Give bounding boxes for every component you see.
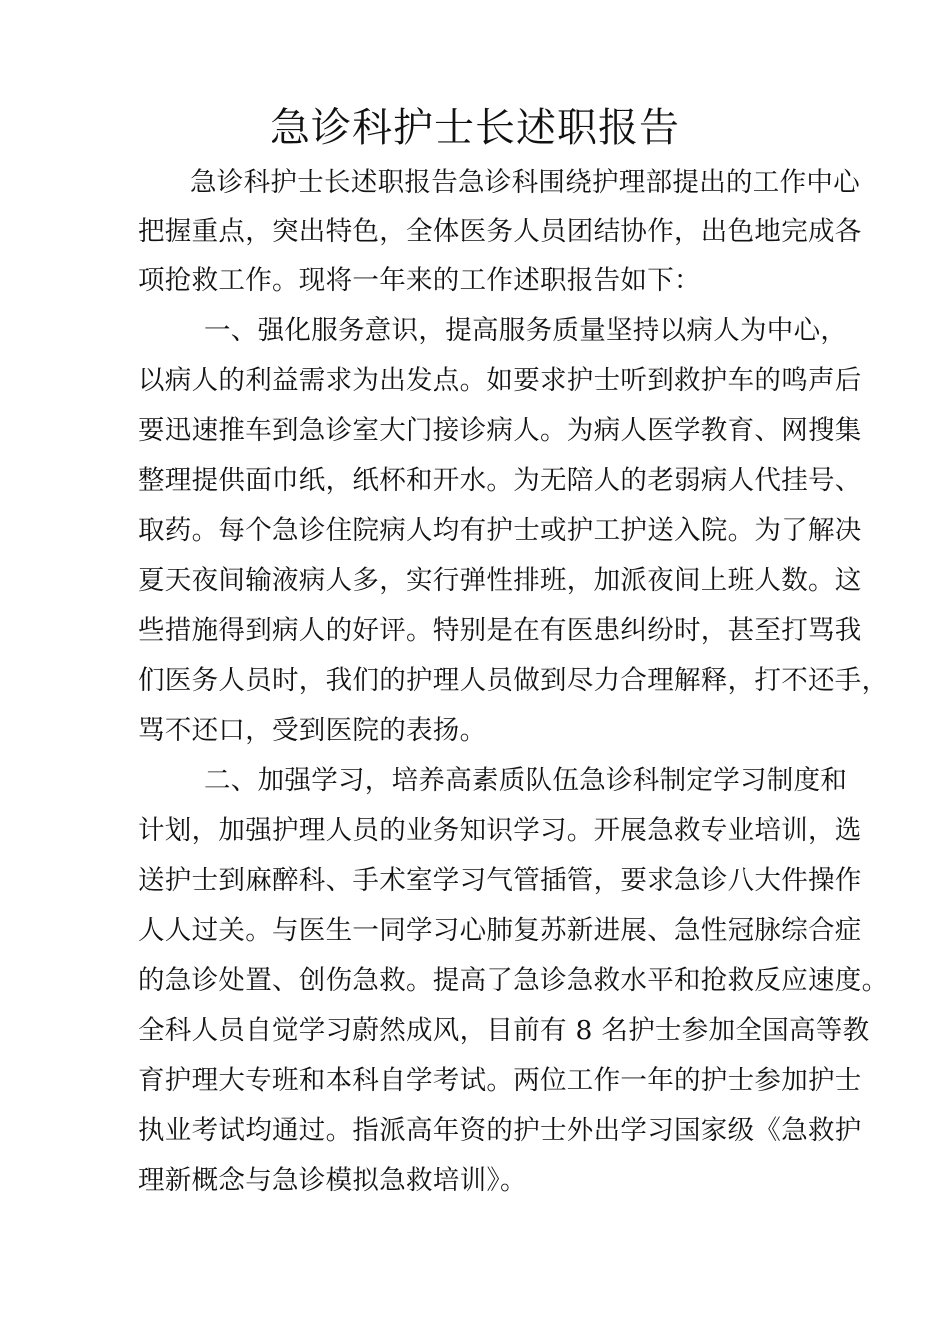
paragraph-2-line-2: 以病人的利益需求为出发点。如要求护士听到救护车的鸣声后 xyxy=(138,365,862,396)
paragraph-2-line-5: 取药。每个急诊住院病人均有护士或护工护送入院。为了解决 xyxy=(138,515,862,546)
paragraph-3-line-2: 计划，加强护理人员的业务知识学习。开展急救专业培训，选 xyxy=(138,815,862,846)
paragraph-3-line-7: 育护理大专班和本科自学考试。两位工作一年的护士参加护士 xyxy=(138,1065,862,1096)
paragraph-3-line-3: 送护士到麻醉科、手术室学习气管插管，要求急诊八大件操作 xyxy=(138,865,862,896)
paragraph-2-line-8: 们医务人员时，我们的护理人员做到尽力合理解释，打不还手， xyxy=(138,665,889,696)
paragraph-1-line-2: 把握重点，突出特色，全体医务人员团结协作，出色地完成各 xyxy=(138,216,862,247)
paragraph-2-line-1: 一、强化服务意识，提高服务质量坚持以病人为中心， xyxy=(204,315,848,346)
paragraph-2-line-4: 整理提供面巾纸，纸杯和开水。为无陪人的老弱病人代挂号、 xyxy=(138,465,862,496)
paragraph-2-line-6: 夏天夜间输液病人多，实行弹性排班，加派夜间上班人数。这 xyxy=(138,565,862,596)
paragraph-3-line-1: 二、加强学习，培养高素质队伍急诊科制定学习制度和 xyxy=(204,765,848,796)
paragraph-3-line-6: 全科人员自觉学习蔚然成风，目前有 8 名护士参加全国高等教 xyxy=(138,1015,870,1046)
paragraph-1-line-1: 急诊科护士长述职报告急诊科围绕护理部提出的工作中心 xyxy=(190,167,860,198)
paragraph-2-line-9: 骂不还口，受到医院的表扬。 xyxy=(138,715,487,746)
document-title: 急诊科护士长述职报告 xyxy=(270,105,680,151)
paragraph-3-line-8: 执业考试均通过。指派高年资的护士外出学习国家级《急救护 xyxy=(138,1115,862,1146)
paragraph-1-line-3: 项抢救工作。现将一年来的工作述职报告如下： xyxy=(138,265,701,296)
paragraph-3-line-4: 人人过关。与医生一同学习心肺复苏新进展、急性冠脉综合症 xyxy=(138,915,862,946)
paragraph-3-line-9: 理新概念与急诊模拟急救培训》。 xyxy=(138,1165,527,1196)
paragraph-2-line-3: 要迅速推车到急诊室大门接诊病人。为病人医学教育、网搜集 xyxy=(138,415,862,446)
paragraph-3-line-5: 的急诊处置、创伤急救。提高了急诊急救水平和抢救反应速度。 xyxy=(138,965,889,996)
paragraph-2-line-7: 些措施得到病人的好评。特别是在有医患纠纷时，甚至打骂我 xyxy=(138,615,862,646)
